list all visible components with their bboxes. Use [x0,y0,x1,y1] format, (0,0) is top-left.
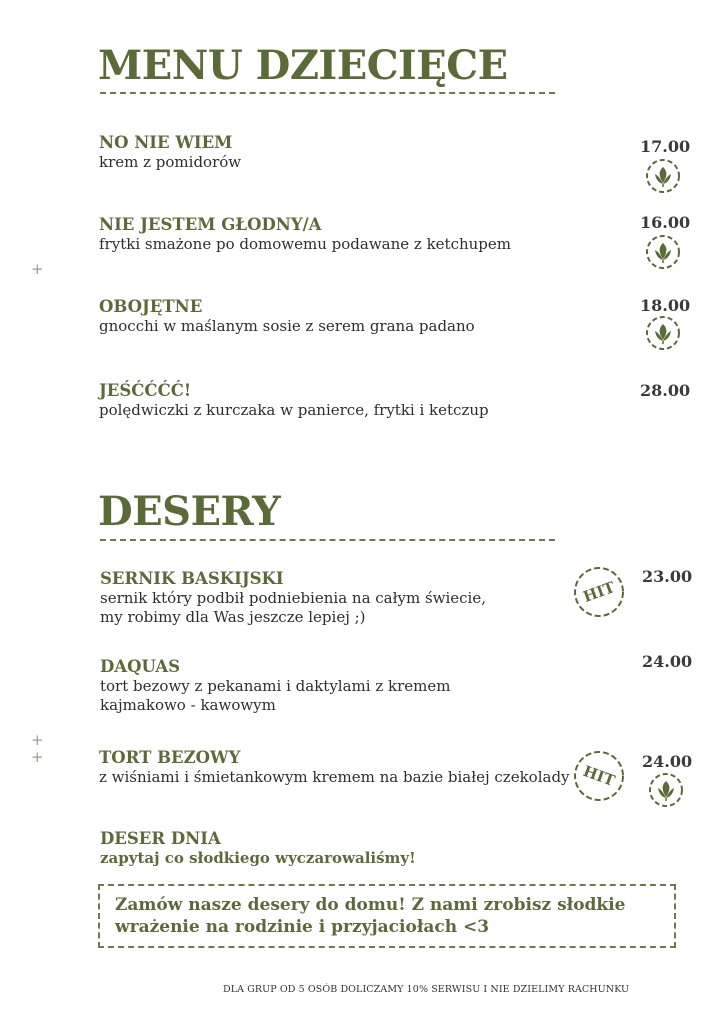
leaf-vege-icon [645,234,681,270]
hit-badge-label: HIT [580,762,618,790]
hit-badge-label: HIT [580,578,618,606]
promo-text-line: wrażenie na rodzinie i przyjaciołach <3 [115,917,490,937]
item-name: DAQUAS [100,657,181,676]
item-desc: polędwiczki z kurczaka w panierce, frytki i ketczup [99,400,489,419]
menu-item [99,215,511,254]
item-desc: z wiśniami i śmietankowym kremem na bazie białej czekolady [99,767,570,786]
menu-item [99,297,475,336]
menu-item [99,748,570,787]
item-name: NIE JESTEM GŁODNY/A [99,215,322,234]
menu-item [99,133,241,172]
footer-note: DLA GRUP OD 5 OSÓB DOLICZAMY 10% SERWISU I NIE DZIELIMY RACHUNKU [223,984,630,995]
hit-stamp-icon [573,750,625,802]
item-name: JEŚĆĆĆĆ! [99,381,192,400]
plus-mark-icon: + [31,748,44,766]
promo-box [98,884,676,948]
leaf-vege-icon [648,772,684,808]
item-name: TORT BEZOWY [99,748,241,767]
item-price: 18.00 [640,296,691,315]
section-title-kids: MENU DZIECIĘCE [98,42,508,89]
plus-mark-icon: + [31,731,44,749]
daily-dessert [100,829,416,867]
item-name: SERNIK BASKIJSKI [100,569,284,588]
section-divider [100,539,555,541]
item-desc: tort bezowy z pekanami i daktylami z kremem [100,676,451,695]
item-desc: gnocchi w maślanym sosie z serem grana padano [99,316,475,335]
item-price: 23.00 [642,567,693,586]
item-price: 28.00 [640,381,691,400]
item-price: 16.00 [640,213,691,232]
item-desc: kajmakowo - kawowym [100,695,276,714]
item-name: OBOJĘTNE [99,297,203,316]
leaf-vege-icon [645,158,681,194]
menu-item [100,657,450,714]
item-desc: my robimy dla Was jeszcze lepiej ;) [100,607,366,626]
leaf-vege-icon [645,315,681,351]
menu-item [99,381,489,420]
item-name: NO NIE WIEM [99,133,233,152]
section-divider [100,92,555,94]
item-desc: frytki smażone po domowemu podawane z ketchupem [99,234,511,253]
daily-dessert-note: zapytaj co słodkiego wyczarowaliśmy! [100,848,416,867]
item-price: 24.00 [642,752,693,771]
item-desc: sernik który podbił podniebienia na całym świecie, [100,588,487,607]
menu-item [100,569,486,626]
section-title-desserts: DESERY [98,488,281,535]
item-name: DESER DNIA [100,829,221,848]
item-desc: krem z pomidorów [99,152,242,171]
hit-stamp-icon [573,566,625,618]
item-price: 17.00 [640,137,691,156]
item-price: 24.00 [642,652,693,671]
promo-text-line: Zamów nasze desery do domu! Z nami zrobisz słodkie [115,895,626,915]
plus-mark-icon: + [31,260,44,278]
